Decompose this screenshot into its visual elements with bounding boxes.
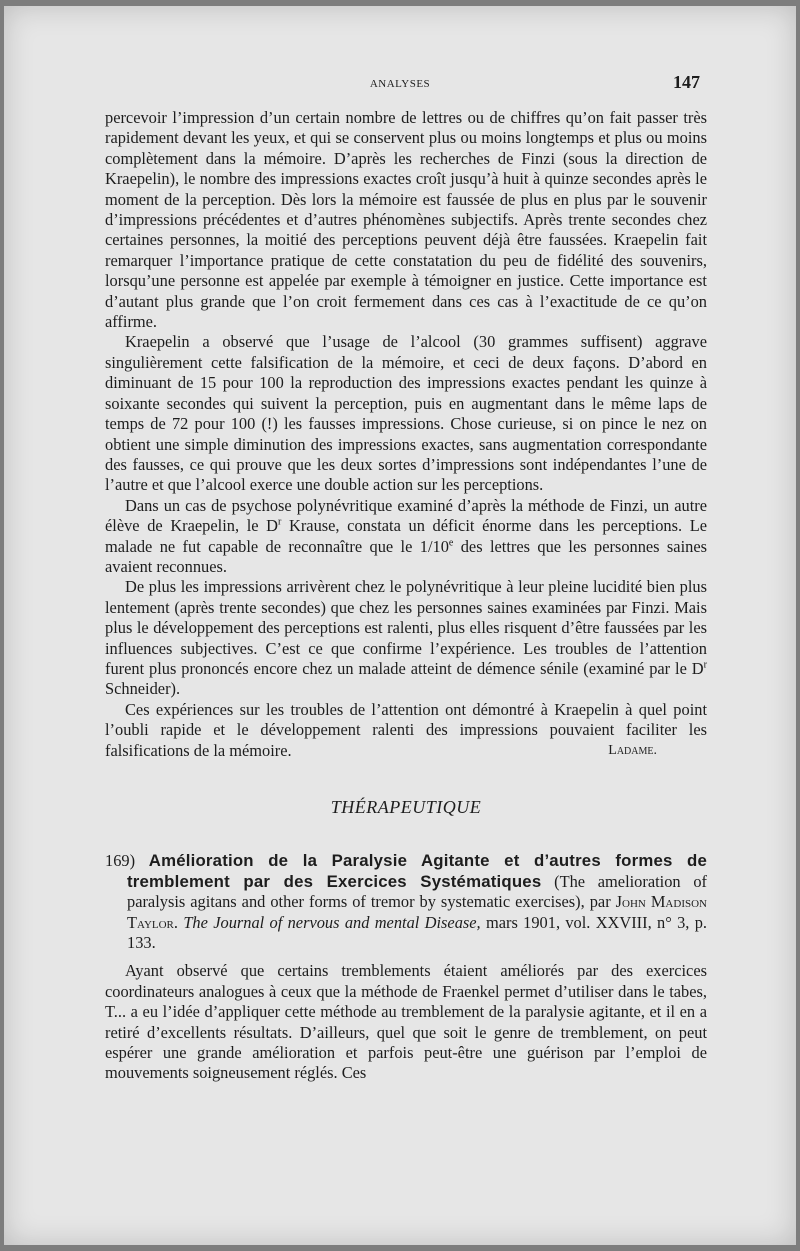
section-title: THÉRAPEUTIQUE xyxy=(330,797,482,817)
page-body xyxy=(105,108,707,1084)
page xyxy=(4,6,796,1245)
article-citation: mars 1901, vol. XXVIII, n° 3, p. 133. xyxy=(127,912,707,953)
running-title: ANALYSES xyxy=(369,78,431,90)
signature: Ladame. xyxy=(608,742,657,758)
paragraph-2: Kraepelin a observé que l’usage de l’alcool (30 grammes suffisent) aggrave singulièrement cette falsification de la mémoire, et ceci de deux façons. D’abord en diminuant de 15 pour 100 la reproduction des impressions exactes pendant les quinze à soixante secondes qui suivent la perception, puis en augmentant dans le même laps de temps de 72 pour 100 (!) les fausses impressions. Chose curieuse, si on pince le nez on obtient une simple diminution des impressions exactes, sans augmentation correspondante des fausses, ce qui prouve que les deux sortes d’impressions sont indépendantes l’une de l’autre et que l’alcool exerce une double action sur les perceptions. xyxy=(105,332,707,495)
page-number: 147 xyxy=(673,72,700,92)
paragraph-4: De plus les impressions arrivèrent chez le polynévritique à leur pleine lucidité bien plus lentement (après trente secondes) que chez les personnes saines examinées par Finzi. Mais plus le développement des perceptions est ralenti, plus elles risquent d’être faussées par les influences subjectives. C’est ce que confirme l’expérience. Les troubles de l’attention furent plus prononcés encore chez un malade atteint de démence sénile (examiné par le $D^r$ Schneider). xyxy=(105,577,707,699)
paragraph-1: percevoir l’impression d’un certain nombre de lettres ou de chiffres qu’on fait passer très rapidement devant les yeux, et qui se conservent plus ou moins longtemps et plus ou moins complètement dans la mémoire. D’après les recherches de Finzi (sous la direction de Kraepelin), le nombre des impressions exactes croît jusqu’à huit à quinze secondes après le moment de la perception. Dès lors la mémoire est faussée de plus en plus par le souvenir d’impressions précédentes et d’autres phénomènes subjectifs. Après trente secondes chez certaines personnes, la moitié des perceptions peuvent déjà être faussées. Kraepelin fait remarquer l’importance pratique de cette constatation du peu de fidélité des souvenirs, lorsqu’une personne est appelée par exemple à témoigner en justice. Cette importance est d’autant plus grande que l’on croit fermement dans ces cas à l’exactitude de ce qu’on affirme. xyxy=(105,108,707,332)
article-author: John Madison Taylor. xyxy=(127,892,707,932)
article-title: Amélioration de la Paralysie Agitante et d’autres formes de tremblement par des Exercices Systématiques xyxy=(127,851,707,891)
article-number: 169) xyxy=(105,851,136,871)
article-body: Ayant observé que certains tremblements étaient améliorés par des exercices coordinateurs analogues à ceux que la méthode de Fraenkel permet d’utiliser dans le tabes, T... a eu l’idée d’appliquer cette méthode au tremblement de la paralysie agitante, et il en a retiré d’excellents résultats. D’ailleurs, quel que soit le genre de tremblement, on peut espérer une grande amélioration et parfois peut-être une guérison par l’emploi de mouvements soigneusement réglés. Ces xyxy=(105,961,707,1083)
running-head xyxy=(4,72,796,96)
paragraph-5: Ces expériences sur les troubles de l’attention ont démontré à Kraepelin à quel point l’oubli rapide et le développement ralenti des impressions pouvaient faciliter les falsifications de la mémoire. Ladame. xyxy=(105,699,707,760)
paragraph-3: Dans un cas de psychose polynévritique examiné d’après la méthode de Finzi, un autre élève de Kraepelin, le $D^r$ Krause, constata un déficit énorme dans les perceptions. Le malade ne fut capable de reconnaître que le 1/10e des lettres que les personnes saines avaient reconnues. xyxy=(105,495,707,576)
article-heading xyxy=(105,851,707,953)
article-translation: (The amelioration of paralysis agitans and other forms of tremor by systematic exercises), par xyxy=(127,871,707,912)
article-journal: The Journal of nervous and mental Disease, xyxy=(178,912,481,932)
